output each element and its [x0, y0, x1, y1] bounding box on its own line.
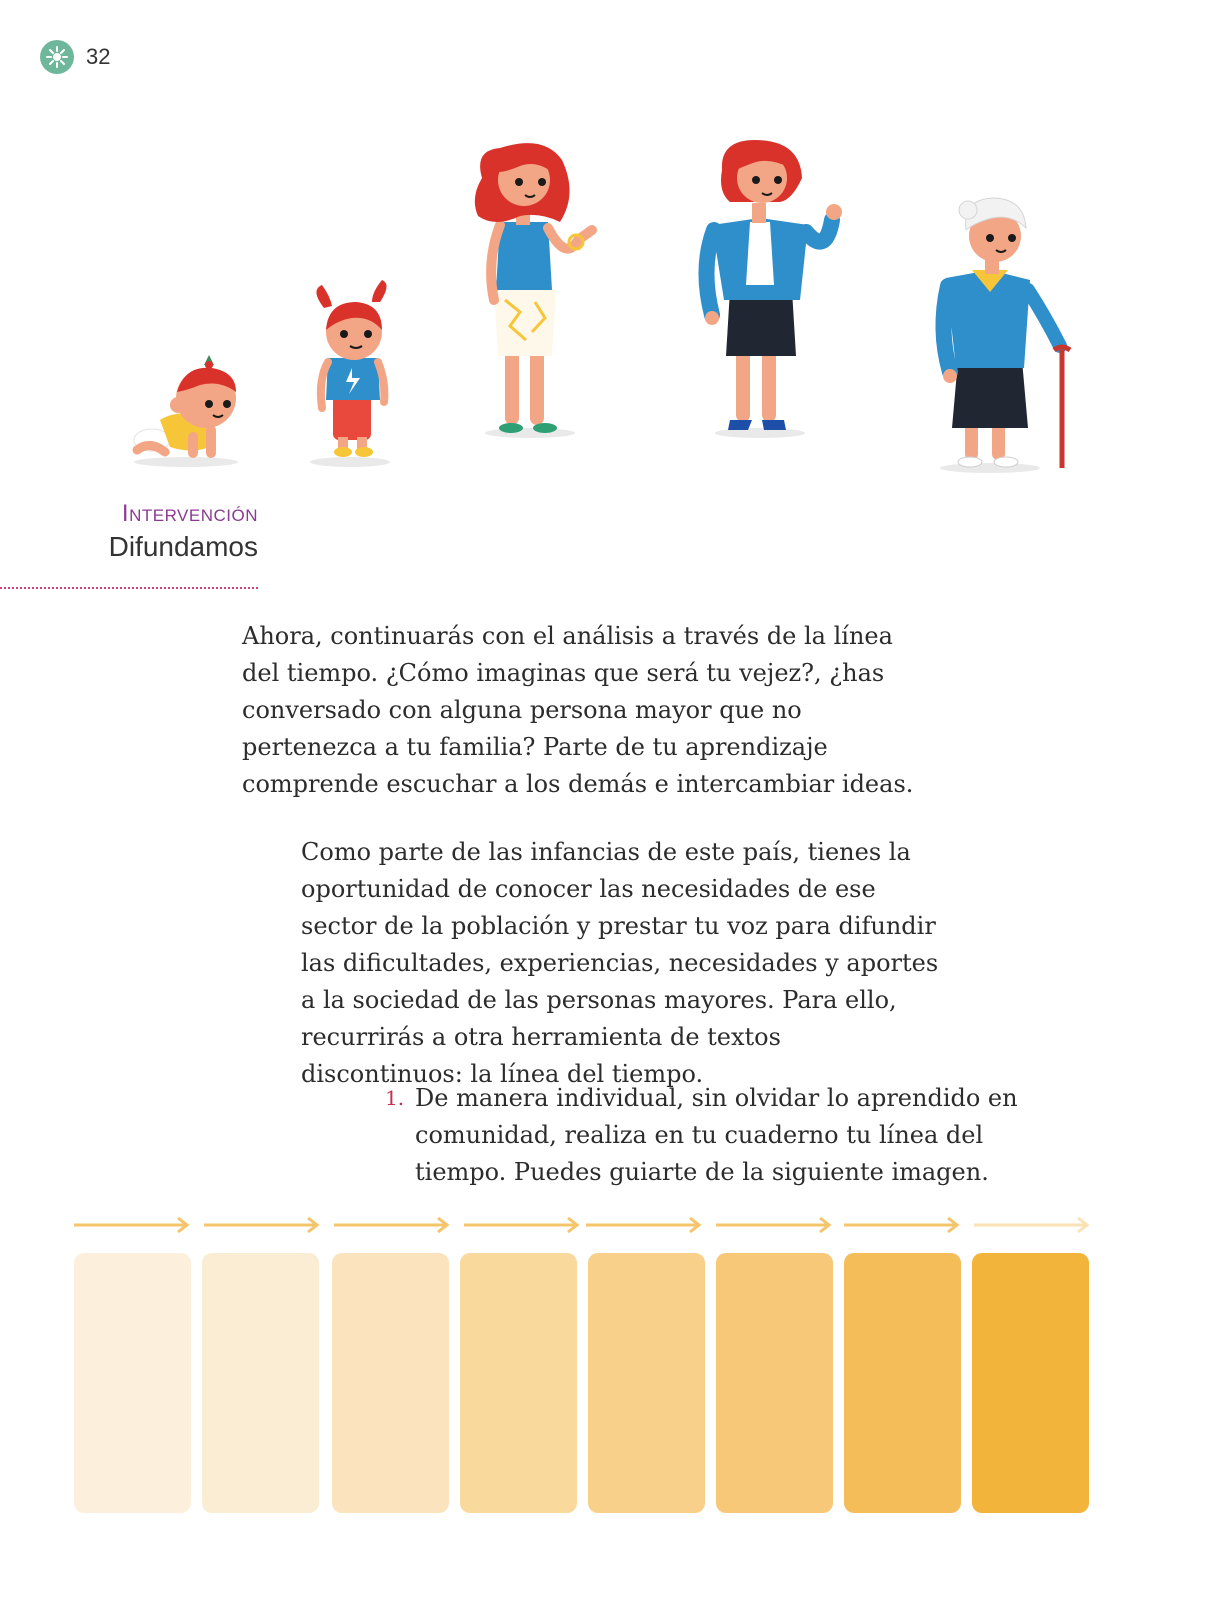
baby-figure [134, 355, 238, 467]
section-kicker: Intervención [121, 500, 258, 527]
timeline-slot [844, 1253, 961, 1513]
elderly-woman-figure [940, 198, 1070, 473]
timeline-slot [460, 1253, 577, 1513]
timeline-arrow [844, 1215, 964, 1235]
adult-woman-figure [705, 140, 842, 438]
timeline-slot [332, 1253, 449, 1513]
section-heading [0, 500, 258, 564]
activity-item [385, 1080, 1035, 1191]
timeline-slot [716, 1253, 833, 1513]
timeline-template [0, 1215, 1214, 1525]
toddler-figure [310, 280, 390, 467]
timeline-arrow [974, 1215, 1094, 1235]
context-paragraph: Como parte de las infancias de este país, tienes la oportunidad de conocer las necesidades de ese sector de la población y prestar tu voz para difundir las dificultades, experiencias, necesidades y aportes a la sociedad de las personas mayores. Para ello, recurrirás a otra herramienta de textos discontinuos: la línea del tiempo. [301, 838, 939, 1088]
page-number: 32 [86, 44, 111, 69]
timeline-arrow [464, 1215, 584, 1235]
activity-number: 1. [385, 1086, 405, 1110]
timeline-arrow [334, 1215, 454, 1235]
activity-text: De manera individual, sin olvidar lo aprendido en comunidad, realiza en tu cuaderno tu línea del tiempo. Puedes guiarte de la siguiente imagen. [415, 1084, 1018, 1186]
timeline-arrow [74, 1215, 194, 1235]
timeline-slot [202, 1253, 319, 1513]
timeline-slot [74, 1253, 191, 1513]
section-divider [0, 587, 258, 589]
life-stages-illustration [0, 0, 1214, 490]
timeline-arrow [716, 1215, 836, 1235]
intro-paragraph: Ahora, continuarás con el análisis a través de la línea del tiempo. ¿Cómo imaginas que será tu vejez?, ¿has conversado con alguna persona mayor que no pertenezca a tu familia? Parte de tu aprendizaje comprende escuchar a los demás e intercambiar ideas. [242, 622, 914, 798]
section-title: Difundamos [108, 530, 258, 562]
timeline-slot [972, 1253, 1089, 1513]
young-woman-figure [475, 143, 592, 438]
timeline-slot [588, 1253, 705, 1513]
timeline-arrow [204, 1215, 324, 1235]
timeline-arrow [586, 1215, 706, 1235]
